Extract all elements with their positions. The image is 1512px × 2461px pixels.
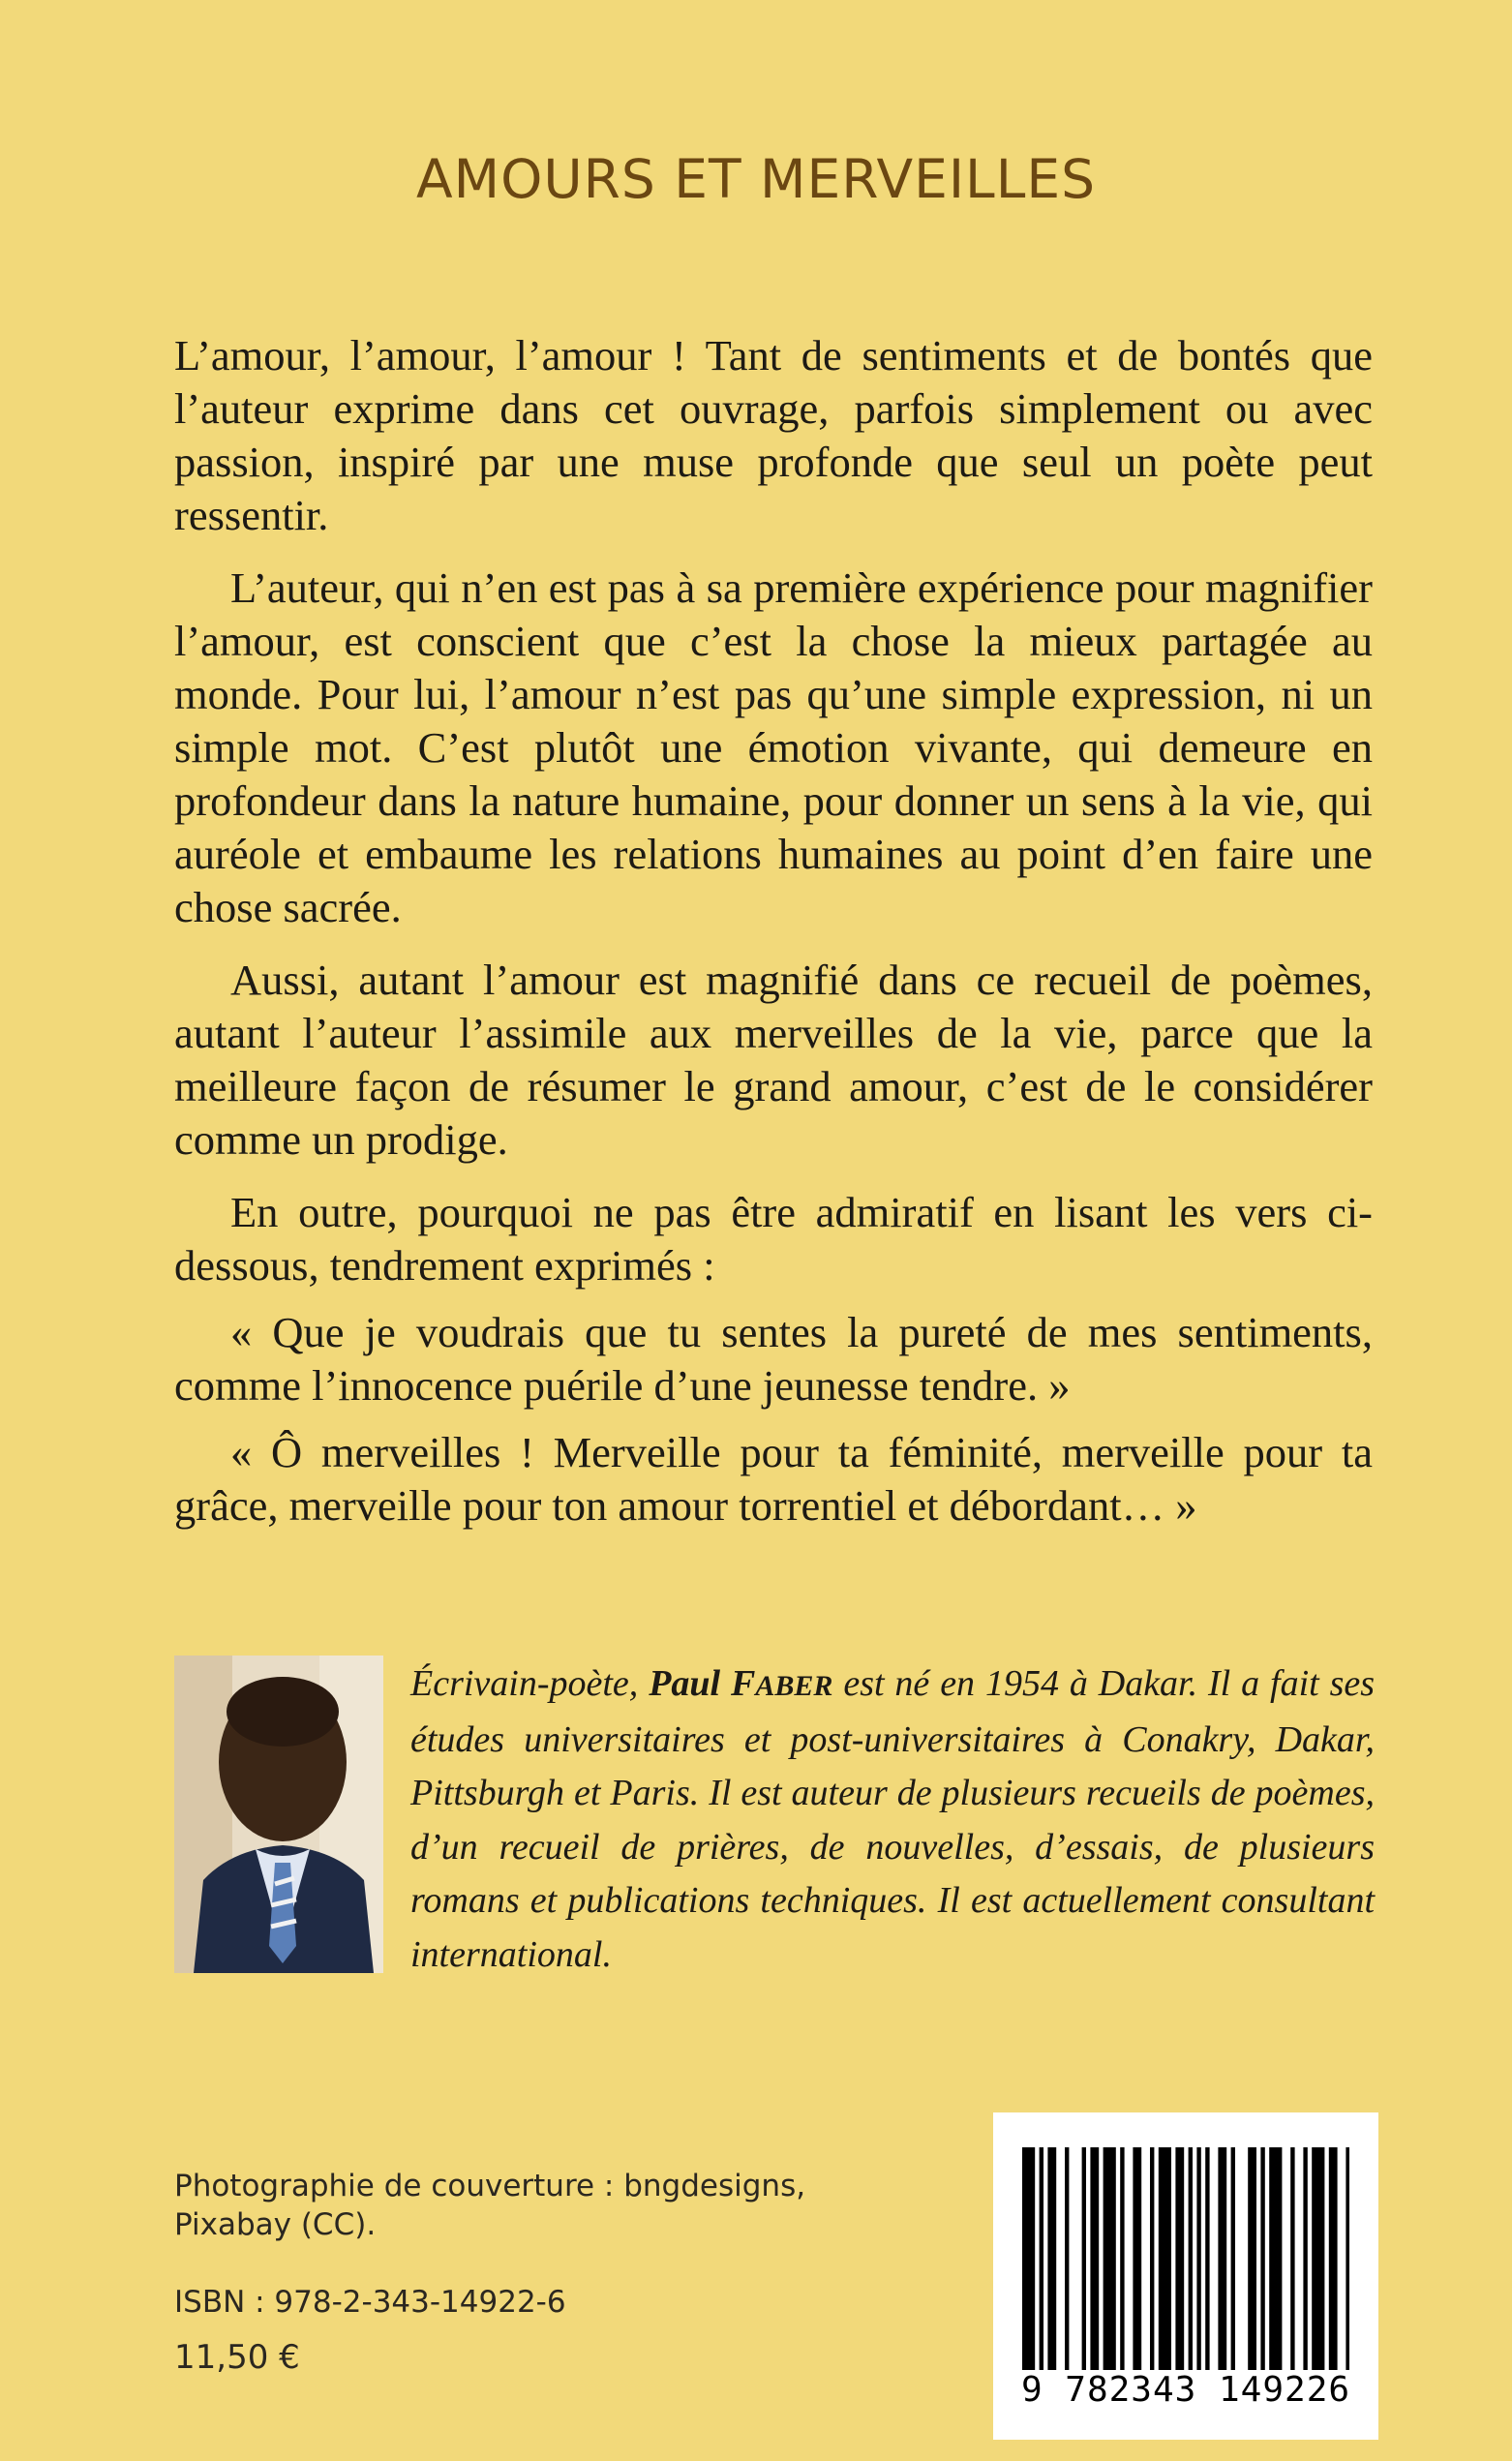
credits-line: Pixabay (CC). xyxy=(174,2207,377,2242)
barcode-bar xyxy=(1175,2147,1184,2370)
author-portrait-image xyxy=(174,1656,383,1973)
barcode xyxy=(993,2112,1378,2440)
author-last-name-rest: ABER xyxy=(755,1670,833,1702)
bio-text: est né en 1954 à Dakar. Il a fait ses études universitaires et post-universitaires à Conakry, Dakar, Pittsburgh et Paris. Il est auteur de plusieurs recueils de poèmes, d’un recueil de prières, de nouvelles, d’essais, de plusieurs romans et publications techniques. Il est actuellement consultant international. xyxy=(410,1663,1376,1975)
barcode-bar xyxy=(1231,2147,1235,2370)
barcode-bar xyxy=(1104,2147,1116,2370)
barcode-bar xyxy=(1040,2147,1043,2370)
barcode-bar xyxy=(1303,2147,1307,2370)
barcode-bar xyxy=(1082,2147,1086,2370)
author-name xyxy=(649,1663,832,1704)
book-title: AMOURS ET MERVEILLES xyxy=(415,148,1097,210)
author-first-name: Paul xyxy=(649,1663,721,1704)
blurb-paragraph: L’amour, l’amour, l’amour ! Tant de sentiments et de bontés que l’auteur exprime dans cet ouvrage, parfois simplement ou avec passion, inspiré par une muse profonde que seul un poète peut ressentir. xyxy=(174,331,1373,539)
bio-prefix: Écrivain-poète, xyxy=(410,1663,639,1704)
barcode-bar xyxy=(1248,2147,1256,2370)
barcode-bar xyxy=(1196,2147,1200,2370)
barcode-bar xyxy=(1120,2147,1124,2370)
barcode-bar xyxy=(1150,2147,1154,2370)
author-bio xyxy=(410,1657,1375,1982)
price: 11,50 € xyxy=(174,2338,300,2377)
blurb-paragraph: L’auteur, qui n’en est pas à sa première expérience pour magnifier l’amour, est conscient que c’est la chose la mieux partagée au monde. Pour lui, l’amour n’est pas qu’une simple expression, ni un simple mot. C’est plutôt une émotion vivante, qui demeure en profondeur dans la nature humaine, pour donner un sens à la vie, qui auréole et embaume les relations humaines au point d’en faire une chose sacrée. xyxy=(174,563,1373,931)
barcode-bar xyxy=(1159,2147,1171,2370)
blurb-quote: « Que je voudrais que tu sentes la pureté de mes sentiments, comme l’innocence puérile d’une jeunesse tendre. » xyxy=(174,1308,1373,1410)
barcode-bar xyxy=(1269,2147,1282,2370)
barcode-bar xyxy=(1290,2147,1294,2370)
barcode-bar xyxy=(1047,2147,1056,2370)
barcode-digits: 9 782343 149226 xyxy=(1020,2370,1351,2410)
blurb-paragraph: Aussi, autant l’amour est magnifié dans ce recueil de poèmes, autant l’auteur l’assimile aux merveilles de la vie, parce que la meilleure façon de résumer le grand amour, c’est de le considérer comme un prodige. xyxy=(174,956,1373,1164)
barcode-bar xyxy=(1312,2147,1324,2370)
barcode-bar xyxy=(1189,2147,1193,2370)
back-cover-blurb xyxy=(174,329,1373,1546)
barcode-bar xyxy=(1133,2147,1141,2370)
barcode-bar xyxy=(1205,2147,1209,2370)
barcode-bar xyxy=(1022,2147,1035,2370)
blurb-quote: « Ô merveilles ! Merveille pour ta féminité, merveille pour ta grâce, merveille pour ton amour torrentiel et débordant… » xyxy=(174,1428,1373,1530)
barcode-bar xyxy=(1346,2147,1349,2370)
author-last-name-initial: F xyxy=(731,1663,756,1704)
photo-credits xyxy=(174,2167,805,2244)
isbn: ISBN : 978-2-343-14922-6 xyxy=(174,2285,566,2320)
author-photo xyxy=(174,1656,383,1973)
credits-line: Photographie de couverture : bngdesigns, xyxy=(174,2169,806,2203)
barcode-bar xyxy=(1065,2147,1069,2370)
barcode-bars xyxy=(1022,2147,1349,2380)
blurb-paragraph: En outre, pourquoi ne pas être admiratif en lisant les vers ci-dessous, tendrement exprimés : xyxy=(174,1188,1373,1290)
barcode-bar xyxy=(1329,2147,1338,2370)
barcode-bar xyxy=(1260,2147,1264,2370)
barcode-bar xyxy=(1090,2147,1099,2370)
barcode-bar xyxy=(1218,2147,1226,2370)
